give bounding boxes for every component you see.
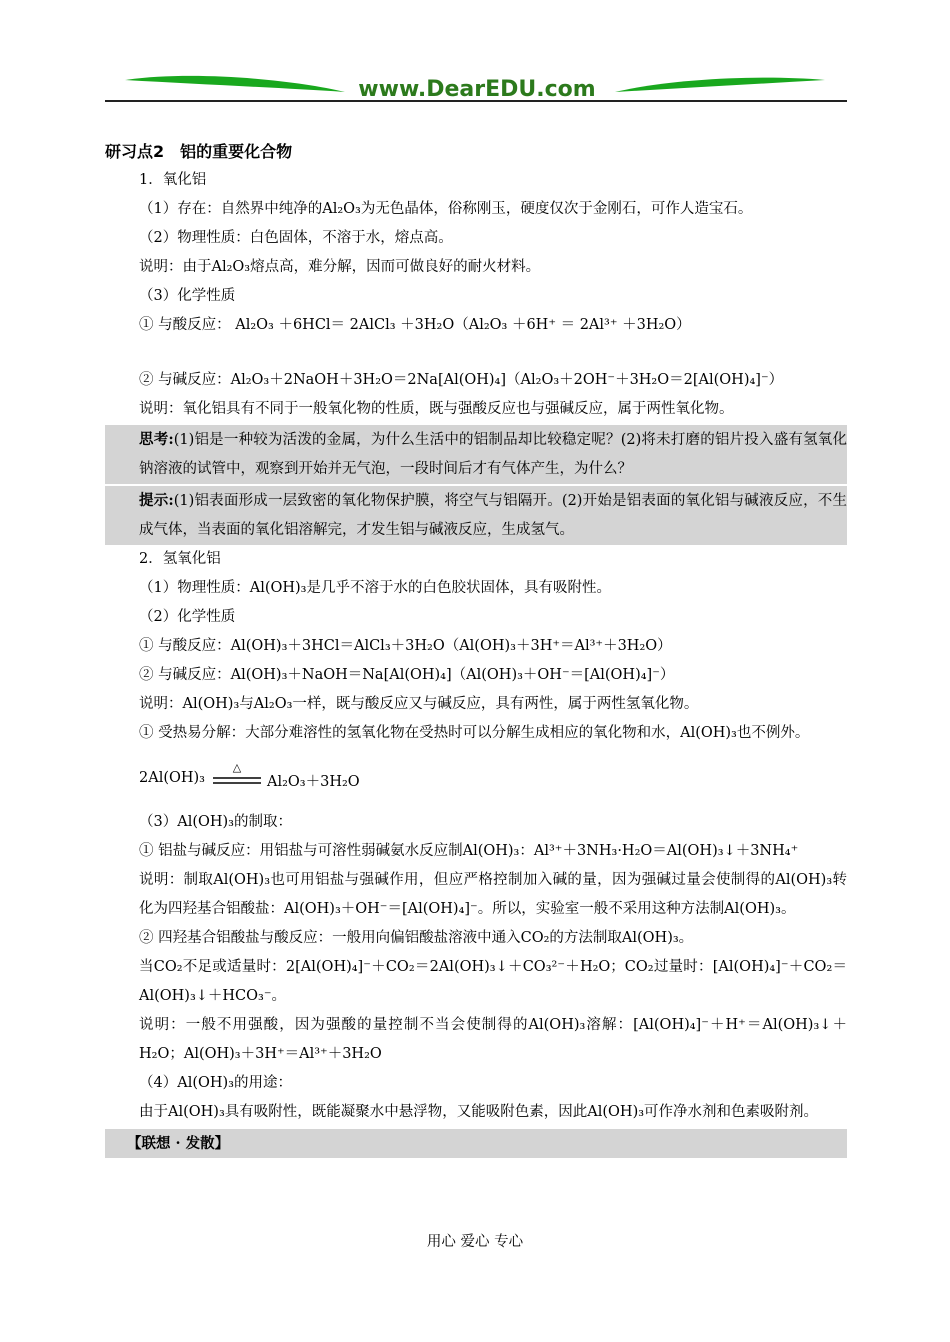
site-header-logo — [105, 68, 847, 108]
prep-method-1-note: 说明：制取Al(OH)₃也可用铝盐与强碱作用，但应严格控制加入碱的量，因为强碱过量会使制得的Al(OH)₃转化为四羟基合铝酸盐：Al(OH)₃＋OH⁻＝[Al(OH)₄]⁻。所以，实验室一般不采用这种方法制Al(OH)₃。 — [139, 872, 847, 917]
hydroxide-base-reaction: ② 与碱反应：Al(OH)₃＋NaOH＝Na[Al(OH)₄]（Al(OH)₃＋OH⁻＝[Al(OH)₄]⁻） — [139, 667, 675, 683]
oxide-base-reaction: ② 与碱反应：Al₂O₃＋2NaOH＋3H₂O＝2Na[Al(OH)₄]（Al₂O₃＋2OH⁻＋3H₂O＝2[Al(OH)₄]⁻） — [139, 372, 784, 388]
logo-text: www.DearEDU.com — [358, 77, 596, 102]
think-box — [105, 425, 847, 484]
associate-bar — [105, 1129, 847, 1158]
equation-lhs: 2Al(OH)₃ — [139, 770, 205, 786]
leaf-logo-icon — [105, 68, 847, 108]
use-text: 由于Al(OH)₃具有吸附性，既能凝聚水中悬浮物，又能吸附色素，因此Al(OH)₃可作净水剂和色素吸附剂。 — [139, 1104, 819, 1120]
hydroxide-heading: 2．氢氧化铝 — [139, 551, 221, 567]
oxide-physical: （2）物理性质：白色固体，不溶于水，熔点高。 — [139, 230, 453, 246]
prep-method-2: ② 四羟基合铝酸盐与酸反应：一般用向偏铝酸盐溶液中通入CO₂的方法制取Al(OH)₃。 — [139, 930, 694, 946]
use-heading: （4）Al(OH)₃的用途： — [139, 1075, 292, 1091]
oxide-amphoteric-note: 说明：氧化铝具有不同于一般氧化物的性质，既与强酸反应也与强碱反应，属于两性氧化物。 — [139, 401, 734, 417]
page-footer: 用心 爱心 专心 — [426, 1234, 524, 1250]
hint-paragraph — [105, 486, 847, 545]
hydroxide-chem-heading: （2）化学性质 — [139, 609, 236, 625]
think-text: (1)铝是一种较为活泼的金属，为什么生活中的铝制品却比较稳定呢？(2)将未打磨的铝片投入盛有氢氧化钠溶液的试管中，观察到开始并无气泡，一段时间后才有气体产生，为什么？ — [139, 432, 847, 477]
prep-method-2-note: 说明：一般不用强酸，因为强酸的量控制不当会使制得的Al(OH)₃溶解：[Al(OH)₄]⁻＋H⁺＝Al(OH)₃↓＋H₂O；Al(OH)₃＋3H⁺＝Al³⁺＋3H₂O — [139, 1017, 847, 1062]
heat-equals-sign-icon — [211, 760, 263, 790]
think-label: 思考: — [139, 431, 174, 448]
equation-rhs: Al₂O₃＋3H₂O — [267, 774, 360, 790]
associate-label: 【联想 · 发散】 — [127, 1135, 230, 1152]
oxide-existence: （1）存在：自然界中纯净的Al₂O₃为无色晶体，俗称刚玉，硬度仅次于金刚石，可作人造宝石。 — [139, 201, 753, 217]
hydroxide-decompose: ① 受热易分解：大部分难溶性的氢氧化物在受热时可以分解生成相应的氧化物和水，Al(OH)₃也不例外。 — [139, 725, 810, 741]
svg-text:△: △ — [232, 761, 242, 774]
hydroxide-physical: （1）物理性质：Al(OH)₃是几乎不溶于水的白色胶状固体，具有吸附性。 — [139, 580, 611, 596]
document-body — [105, 138, 847, 1158]
prep-method-1: ① 铝盐与碱反应：用铝盐与可溶性弱碱氨水反应制Al(OH)₃：Al³⁺＋3NH₃·H₂O＝Al(OH)₃↓＋3NH₄⁺ — [139, 843, 799, 859]
hydroxide-acid-reaction: ① 与酸反应：Al(OH)₃＋3HCl＝AlCl₃＋3H₂O（Al(OH)₃＋3H⁺＝Al³⁺＋3H₂O） — [139, 638, 672, 654]
hydroxide-amphoteric-note: 说明：Al(OH)₃与Al₂O₃一样，既与酸反应又与碱反应，具有两性，属于两性氢氧化物。 — [139, 696, 699, 712]
hint-label: 提示: — [139, 492, 174, 509]
prep-method-2-detail: 当CO₂不足或适量时：2[Al(OH)₄]⁻＋CO₂＝2Al(OH)₃↓＋CO₃²⁻＋H₂O；CO₂过量时：[Al(OH)₄]⁻＋CO₂＝Al(OH)₃↓＋HCO₃⁻。 — [139, 959, 847, 1004]
prep-heading: （3）Al(OH)₃的制取： — [139, 814, 292, 830]
decomposition-equation — [105, 748, 847, 808]
section-title: 研习点2 铝的重要化合物 — [105, 142, 293, 161]
oxide-heading: 1．氧化铝 — [139, 172, 207, 188]
hint-text: (1)铝表面形成一层致密的氧化物保护膜，将空气与铝隔开。(2)开始是铝表面的氧化铝与碱液反应，不生成气体，当表面的氧化铝溶解完，才发生铝与碱液反应，生成氢气。 — [139, 493, 847, 538]
oxide-chem-heading: （3）化学性质 — [139, 288, 236, 304]
think-paragraph — [105, 425, 847, 484]
oxide-note-refractory: 说明：由于Al₂O₃熔点高，难分解，因而可做良好的耐火材料。 — [139, 259, 541, 275]
hint-box — [105, 486, 847, 545]
oxide-acid-reaction: ① 与酸反应： Al₂O₃ ＋6HCl＝ 2AlCl₃ ＋3H₂O（Al₂O₃ ＋6H⁺ ＝ 2Al³⁺ ＋3H₂O） — [139, 317, 691, 333]
